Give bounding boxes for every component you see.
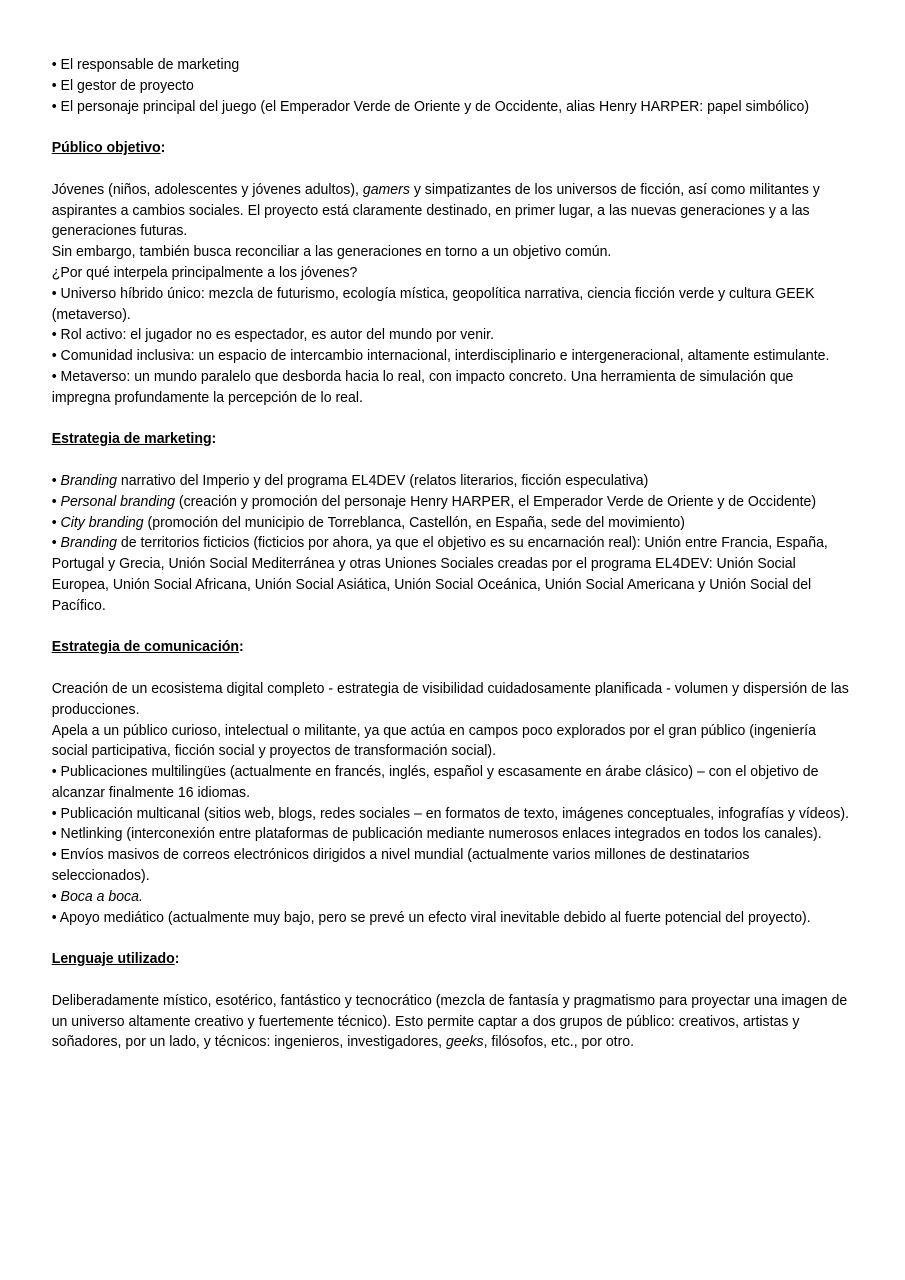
list-item: • Netlinking (interconexión entre plataformas de publicación mediante numerosos enlaces integrados en todos los canales). bbox=[51, 825, 822, 843]
section-heading-lenguaje: Lenguaje utilizado: bbox=[51, 950, 180, 968]
paragraph: Creación de un ecosistema digital completo - estrategia de visibilidad cuidadosamente planificada - volumen y dispersión de las producciones. bbox=[51, 679, 853, 718]
document-body bbox=[52, 55, 851, 1053]
section-heading-comunicacion: Estrategia de comunicación: bbox=[51, 638, 244, 656]
list-item: • City branding (promoción del municipio de Torreblanca, Castellón, en España, sede del movimiento) bbox=[51, 513, 685, 531]
paragraph: Apela a un público curioso, intelectual o militante, ya que actúa en campos poco explorados por el gran público (ingeniería social participativa, ficción social y proyectos de transformación social). bbox=[51, 721, 820, 760]
list-item: • El personaje principal del juego (el Emperador Verde de Oriente y de Occidente, alias Henry HARPER: papel simbólico) bbox=[51, 97, 810, 115]
list-item: • Publicaciones multilingües (actualmente en francés, inglés, español y escasamente en árabe clásico) – con el objetivo de alcanzar finalmente 16 idiomas. bbox=[51, 763, 823, 801]
list-item: • Envíos masivos de correos electrónicos dirigidos a nivel mundial (actualmente varios millones de destinatarios seleccionados). bbox=[51, 846, 754, 885]
section-heading-publico: Público objetivo: bbox=[51, 139, 166, 157]
list-item: • El responsable de marketing bbox=[51, 56, 240, 73]
paragraph: ¿Por qué interpela principalmente a los jóvenes? bbox=[51, 263, 358, 281]
list-item: • Comunidad inclusiva: un espacio de intercambio internacional, interdisciplinario e intergeneracional, altamente estimulante. bbox=[51, 347, 830, 365]
list-item: • Branding narrativo del Imperio y del programa EL4DEV (relatos literarios, ficción especulativa) bbox=[51, 471, 649, 489]
paragraph: Jóvenes (niños, adolescentes y jóvenes adultos), gamers y simpatizantes de los universos de ficción, así como militantes y aspirantes a cambios sociales. El proyecto está claramente destinado, en primer lugar, a las nuevas generaciones y a las generaciones futuras. bbox=[51, 180, 824, 240]
list-item: • Metaverso: un mundo paralelo que desborda hacia lo real, con impacto concreto. Una herramienta de simulación que impregna profundamente la percepción de lo real. bbox=[51, 367, 798, 406]
list-item: • Apoyo mediático (actualmente muy bajo, pero se prevé un efecto viral inevitable debido al fuerte potencial del proyecto). bbox=[51, 908, 811, 926]
list-item: • Personal branding (creación y promoción del personaje Henry HARPER, el Emperador Verde de Oriente y de Occidente) bbox=[51, 492, 817, 510]
section-heading-marketing: Estrategia de marketing: bbox=[51, 430, 217, 448]
paragraph: Deliberadamente místico, esotérico, fantástico y tecnocrático (mezcla de fantasía y pragmatismo para proyectar una imagen de un universo altamente creativo y fuertemente técnico). Esto permite captar a dos grupos de público: creativos, artistas y soñadores, por un lado, y técnicos: ingenieros, investigadores, geeks, filósofos, etc., por otro. bbox=[51, 991, 852, 1051]
list-item: • Boca a boca. bbox=[51, 887, 143, 905]
paragraph: Sin embargo, también busca reconciliar a las generaciones en torno a un objetivo común. bbox=[51, 243, 612, 261]
list-item: • Publicación multicanal (sitios web, blogs, redes sociales – en formatos de texto, imágenes conceptuales, infografías y vídeos). bbox=[51, 804, 850, 822]
list-item: • Branding de territorios ficticios (ficticios por ahora, ya que el objetivo es su encarnación real): Unión entre Francia, España, Portugal y Grecia, Unión Social Mediterránea y otras Uniones Sociales creadas por el programa EL4DEV: Unión Social Europea, Unión Social Africana, Unión Social Asiática, Unión Social Oceánica, Unión Social Americana y Unión Social del Pacífico. bbox=[51, 534, 832, 614]
list-item: • El gestor de proyecto bbox=[51, 76, 194, 94]
list-item: • Universo híbrido único: mezcla de futurismo, ecología mística, geopolítica narrativa, ciencia ficción verde y cultura GEEK (metaverso). bbox=[51, 284, 819, 323]
list-item: • Rol activo: el jugador no es espectador, es autor del mundo por venir. bbox=[51, 326, 494, 344]
